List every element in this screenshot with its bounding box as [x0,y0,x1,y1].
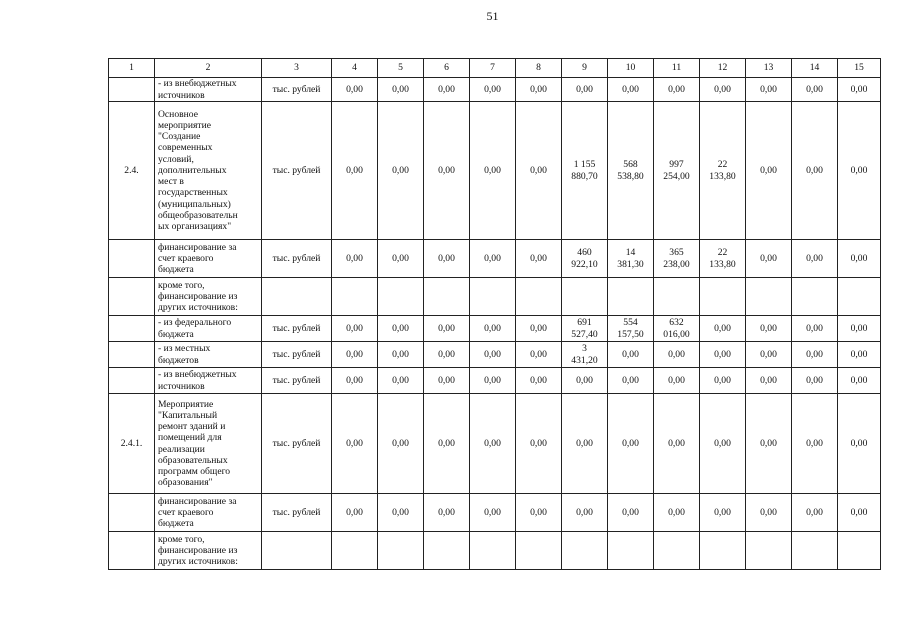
row-name: - из внебюджетных источников [155,368,262,394]
column-header: 5 [378,59,424,78]
value-cell: 0,00 [516,240,562,278]
row-number [109,342,155,368]
value-cell: 0,00 [746,240,792,278]
value-cell: 0,00 [470,394,516,494]
value-cell: 0,00 [378,78,424,102]
value-cell: 0,00 [470,368,516,394]
table-row [109,532,881,570]
value-cell: 0,00 [516,494,562,532]
value-cell: 0,00 [792,78,838,102]
value-cell: 22 133,80 [700,102,746,240]
row-name: - из местных бюджетов [155,342,262,368]
value-cell: 0,00 [838,102,881,240]
row-number [109,240,155,278]
row-number: 2.4. [109,102,155,240]
row-name: кроме того, финансирование из других источников: [155,532,262,570]
table-row [109,394,881,494]
value-cell: 0,00 [792,394,838,494]
column-header: 6 [424,59,470,78]
value-cell: 0,00 [424,240,470,278]
value-cell: 0,00 [746,316,792,342]
value-cell: 0,00 [838,368,881,394]
page-number: 51 [486,9,499,23]
value-cell: 0,00 [792,316,838,342]
row-number [109,316,155,342]
column-header: 1 [109,59,155,78]
column-header: 7 [470,59,516,78]
value-cell: 0,00 [700,316,746,342]
value-cell: 0,00 [470,342,516,368]
value-cell [332,532,378,570]
table-row [109,78,881,102]
value-cell: 0,00 [838,78,881,102]
value-cell: 0,00 [654,342,700,368]
value-cell: 0,00 [608,394,654,494]
row-number [109,368,155,394]
value-cell: 0,00 [654,78,700,102]
value-cell: 0,00 [608,78,654,102]
column-header: 8 [516,59,562,78]
value-cell: 0,00 [516,102,562,240]
value-cell: 0,00 [746,494,792,532]
value-cell: 460 922,10 [562,240,608,278]
value-cell: 0,00 [700,394,746,494]
value-cell: 0,00 [792,368,838,394]
unit-cell: тыс. рублей [262,78,332,102]
row-number [109,278,155,316]
column-header: 15 [838,59,881,78]
value-cell [470,532,516,570]
table-row [109,494,881,532]
value-cell [378,278,424,316]
row-name: финансирование за счет краевого бюджета [155,240,262,278]
value-cell: 632 016,00 [654,316,700,342]
header-row [109,59,881,78]
value-cell [470,278,516,316]
value-cell: 0,00 [332,78,378,102]
value-cell [792,532,838,570]
value-cell: 0,00 [746,102,792,240]
value-cell [516,278,562,316]
value-cell: 0,00 [332,394,378,494]
value-cell: 0,00 [608,342,654,368]
value-cell [700,532,746,570]
value-cell: 0,00 [838,240,881,278]
row-name: Основное мероприятие "Создание современных условий, дополнительных мест в государственных (муниципальных) общеобразовательн ых организациях" [155,102,262,240]
row-number [109,532,155,570]
value-cell [838,532,881,570]
value-cell: 0,00 [470,316,516,342]
value-cell: 0,00 [378,102,424,240]
value-cell: 0,00 [838,342,881,368]
table-row [109,316,881,342]
value-cell: 0,00 [332,316,378,342]
value-cell [608,278,654,316]
value-cell: 14 381,30 [608,240,654,278]
value-cell: 0,00 [424,494,470,532]
table-row [109,240,881,278]
value-cell: 0,00 [332,102,378,240]
column-header: 14 [792,59,838,78]
row-name: кроме того, финансирование из других источников: [155,278,262,316]
unit-cell [262,532,332,570]
unit-cell: тыс. рублей [262,316,332,342]
value-cell: 0,00 [792,342,838,368]
unit-cell: тыс. рублей [262,102,332,240]
value-cell [424,532,470,570]
value-cell: 22 133,80 [700,240,746,278]
value-cell: 365 238,00 [654,240,700,278]
value-cell: 0,00 [424,102,470,240]
row-number [109,494,155,532]
value-cell [654,278,700,316]
value-cell: 0,00 [516,316,562,342]
value-cell: 0,00 [516,342,562,368]
value-cell: 0,00 [562,78,608,102]
row-name: Мероприятие "Капитальный ремонт зданий и помещений для реализации образовательных программ общего образования" [155,394,262,494]
value-cell [608,532,654,570]
value-cell: 0,00 [746,394,792,494]
table-row [109,102,881,240]
column-header: 12 [700,59,746,78]
value-cell: 0,00 [332,240,378,278]
value-cell [562,278,608,316]
value-cell [746,278,792,316]
value-cell: 0,00 [654,394,700,494]
value-cell: 0,00 [654,494,700,532]
unit-cell [262,278,332,316]
value-cell [838,278,881,316]
row-name: финансирование за счет краевого бюджета [155,494,262,532]
value-cell: 554 157,50 [608,316,654,342]
value-cell: 997 254,00 [654,102,700,240]
value-cell: 691 527,40 [562,316,608,342]
column-header: 9 [562,59,608,78]
value-cell: 0,00 [424,78,470,102]
value-cell [516,532,562,570]
value-cell: 0,00 [378,342,424,368]
value-cell: 0,00 [700,342,746,368]
column-header: 11 [654,59,700,78]
value-cell: 0,00 [516,368,562,394]
value-cell: 0,00 [700,368,746,394]
unit-cell: тыс. рублей [262,342,332,368]
value-cell [792,278,838,316]
value-cell: 1 155 880,70 [562,102,608,240]
value-cell: 0,00 [424,316,470,342]
row-name: - из внебюджетных источников [155,78,262,102]
value-cell: 0,00 [746,78,792,102]
unit-cell: тыс. рублей [262,240,332,278]
column-header: 13 [746,59,792,78]
value-cell: 0,00 [700,78,746,102]
value-cell [746,532,792,570]
value-cell [700,278,746,316]
value-cell [654,532,700,570]
value-cell [562,532,608,570]
value-cell: 0,00 [562,394,608,494]
value-cell: 0,00 [654,368,700,394]
unit-cell: тыс. рублей [262,494,332,532]
value-cell: 3 431,20 [562,342,608,368]
value-cell: 0,00 [746,368,792,394]
budget-table [108,58,881,570]
value-cell: 0,00 [378,368,424,394]
value-cell [424,278,470,316]
table-row [109,278,881,316]
value-cell: 0,00 [838,494,881,532]
column-header: 2 [155,59,262,78]
value-cell: 0,00 [378,494,424,532]
value-cell: 0,00 [516,394,562,494]
value-cell: 0,00 [792,240,838,278]
value-cell: 0,00 [470,494,516,532]
value-cell: 0,00 [424,394,470,494]
row-number: 2.4.1. [109,394,155,494]
value-cell: 0,00 [608,368,654,394]
unit-cell: тыс. рублей [262,368,332,394]
value-cell: 0,00 [332,368,378,394]
value-cell: 0,00 [746,342,792,368]
row-number [109,78,155,102]
column-header: 4 [332,59,378,78]
value-cell: 0,00 [470,78,516,102]
value-cell [378,532,424,570]
column-header: 3 [262,59,332,78]
value-cell: 0,00 [378,240,424,278]
value-cell: 0,00 [562,494,608,532]
value-cell: 0,00 [792,494,838,532]
value-cell: 0,00 [378,316,424,342]
value-cell: 0,00 [792,102,838,240]
value-cell: 0,00 [470,240,516,278]
value-cell: 0,00 [608,494,654,532]
value-cell: 0,00 [562,368,608,394]
value-cell: 0,00 [838,316,881,342]
value-cell: 0,00 [470,102,516,240]
table-row [109,368,881,394]
value-cell: 0,00 [424,368,470,394]
value-cell: 0,00 [516,78,562,102]
value-cell: 0,00 [700,494,746,532]
table-row [109,342,881,368]
value-cell: 0,00 [838,394,881,494]
value-cell [332,278,378,316]
value-cell: 0,00 [424,342,470,368]
column-header: 10 [608,59,654,78]
value-cell: 0,00 [378,394,424,494]
value-cell: 568 538,80 [608,102,654,240]
value-cell: 0,00 [332,342,378,368]
row-name: - из федерального бюджета [155,316,262,342]
value-cell: 0,00 [332,494,378,532]
unit-cell: тыс. рублей [262,394,332,494]
